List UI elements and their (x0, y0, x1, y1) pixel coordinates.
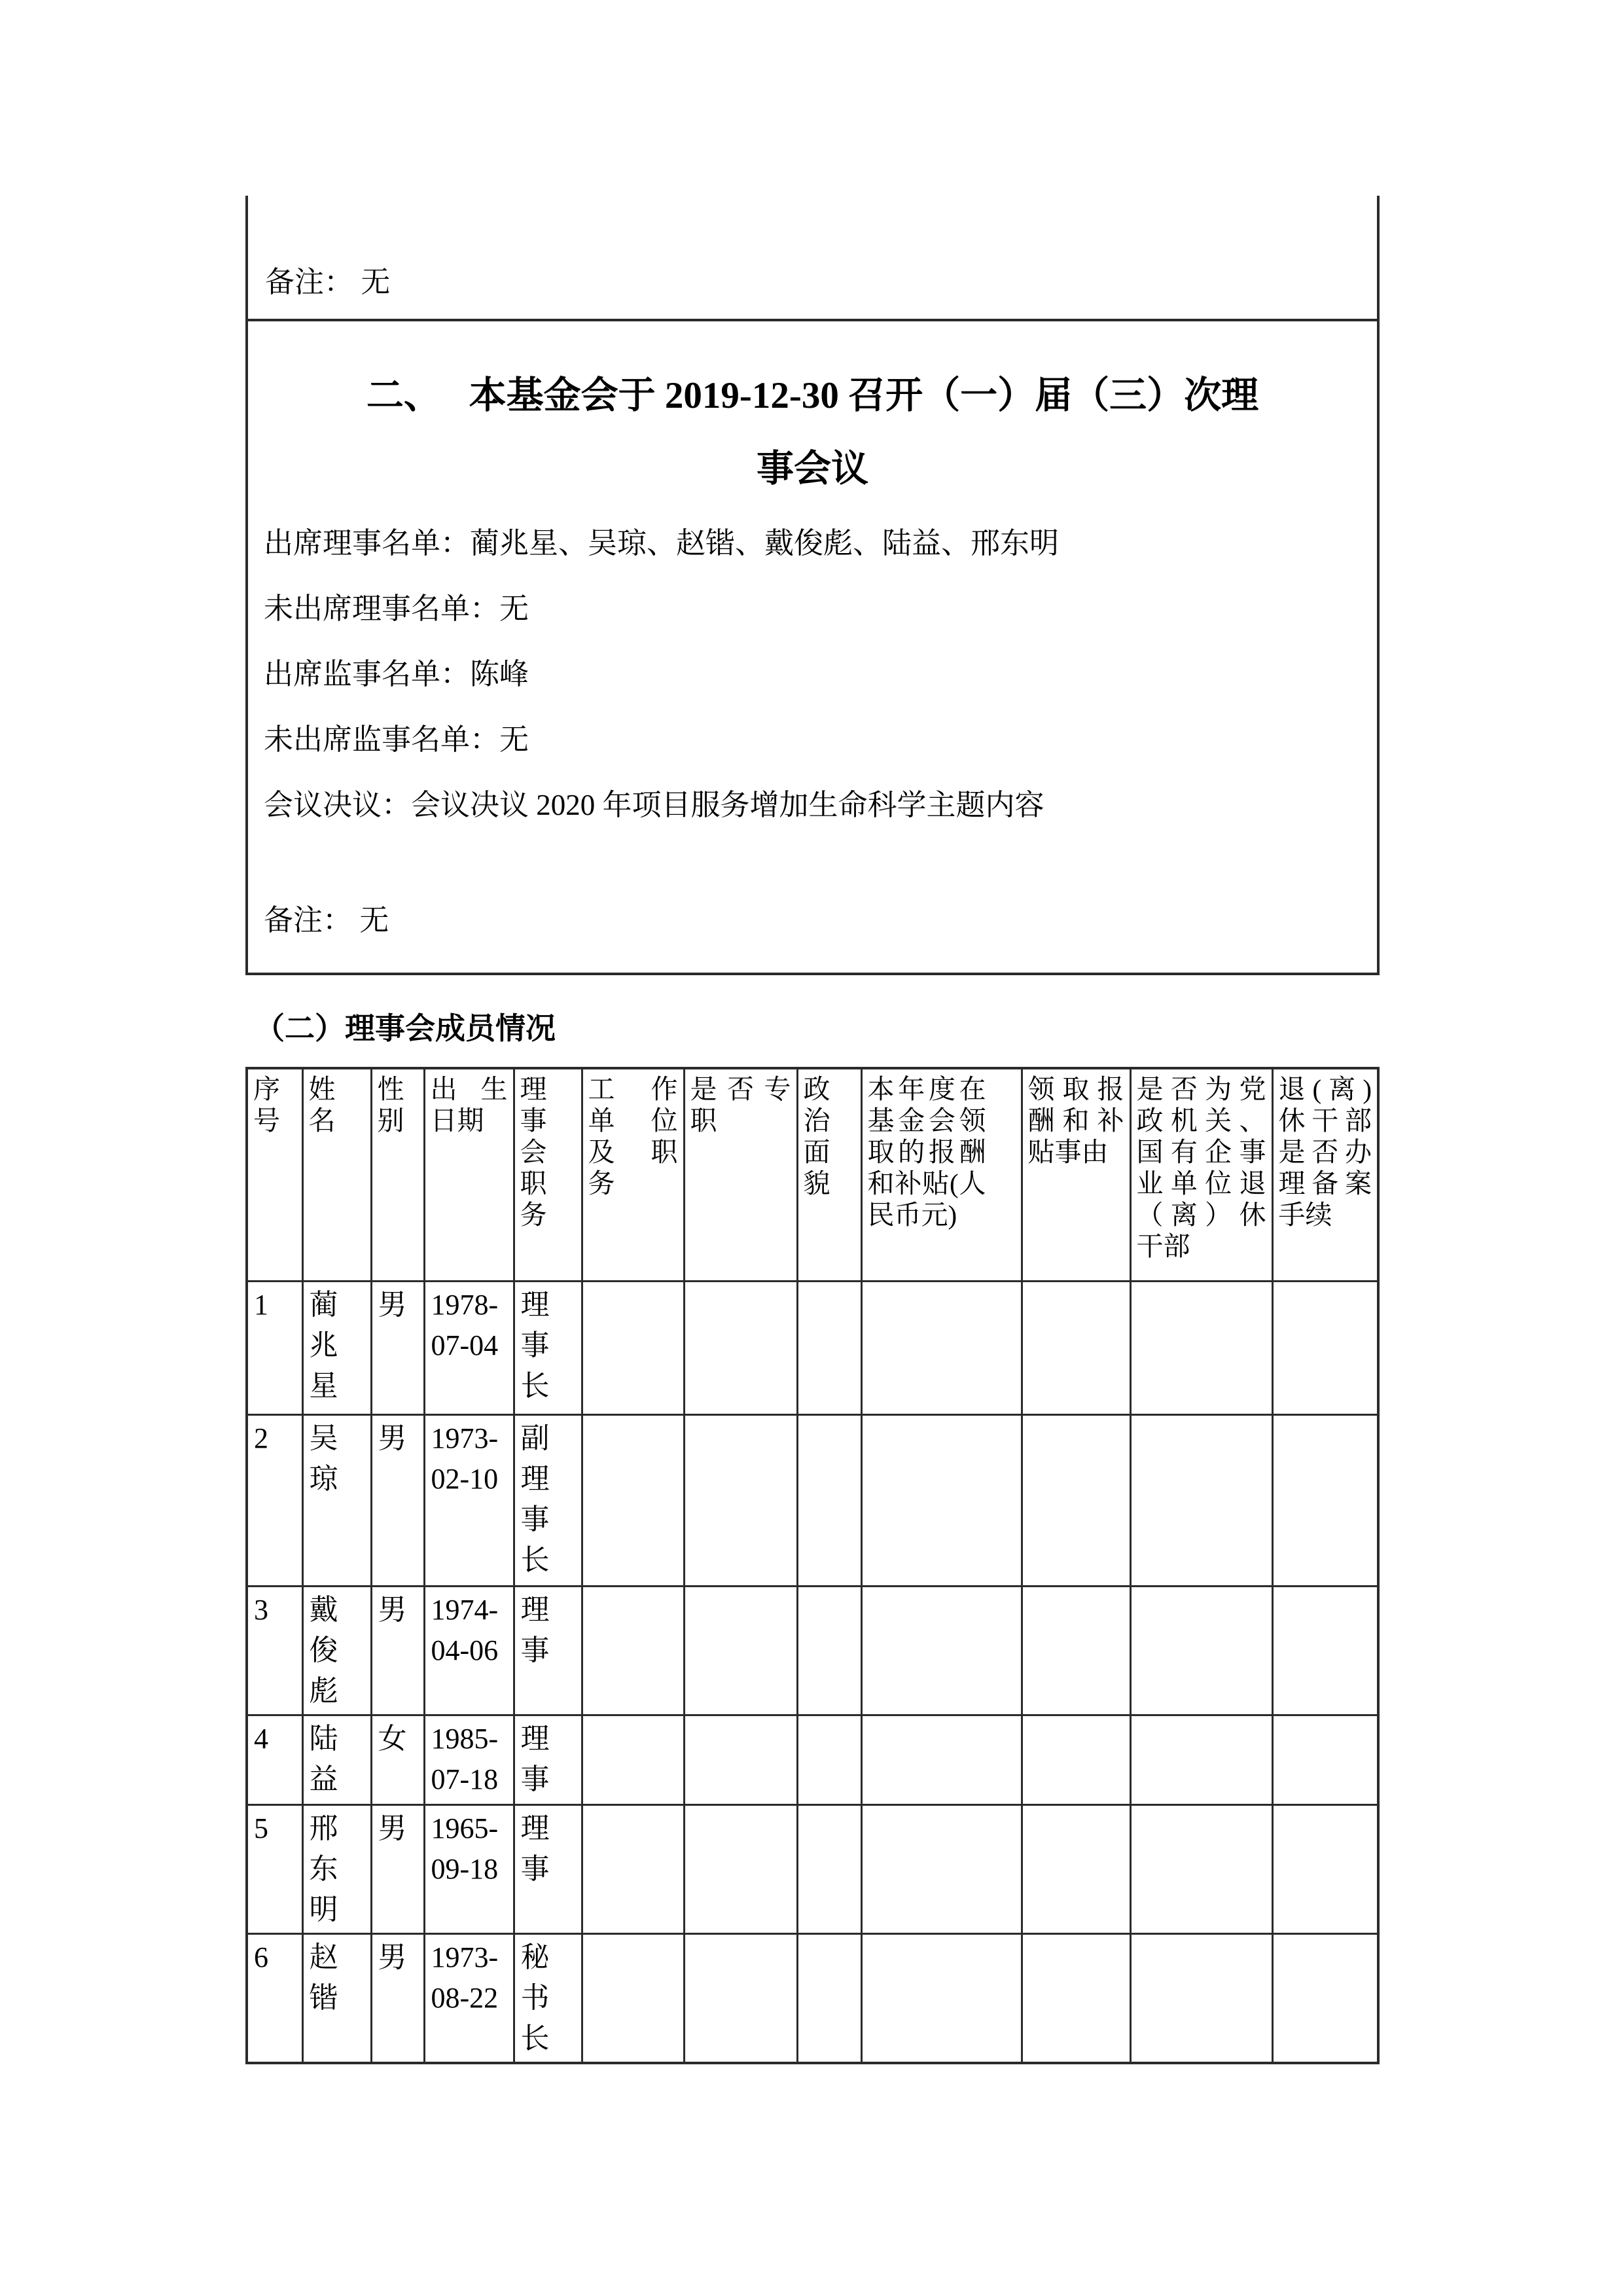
table-cell (797, 1586, 861, 1715)
table-cell: 陆益 (302, 1715, 371, 1804)
table-cell (684, 1414, 797, 1586)
table-cell: 赵锴 (302, 1933, 371, 2063)
table-cell: 女 (371, 1715, 424, 1804)
table-cell (1130, 1804, 1272, 1933)
previous-section-remark-box (245, 196, 1380, 319)
table-cell (582, 1281, 684, 1414)
table-cell: 3 (247, 1586, 302, 1715)
table-cell (1272, 1933, 1378, 2063)
table-cell: 4 (247, 1715, 302, 1804)
table-cell: 男 (371, 1586, 424, 1715)
table-cell: 1985-07-18 (424, 1715, 514, 1804)
table-cell (1272, 1586, 1378, 1715)
table-cell (582, 1414, 684, 1586)
column-header-retired-cadre: 是否为党政机关、国有企事业单位退（离）休干部 (1130, 1068, 1272, 1281)
board-members-table (245, 1067, 1380, 2064)
column-header-politics: 政治面貌 (797, 1068, 861, 1281)
table-row (247, 1586, 1378, 1715)
table-cell: 1973-02-10 (424, 1414, 514, 1586)
column-header-fulltime: 是否专职 (684, 1068, 797, 1281)
table-cell (797, 1281, 861, 1414)
table-cell (684, 1933, 797, 2063)
table-cell (582, 1804, 684, 1933)
meeting-heading-line1: 二、 本基金会于 2019-12-30 召开（一）届（三）次理 (366, 375, 1259, 416)
table-cell (797, 1933, 861, 2063)
column-header-filing: 退(离)休干部是否办理备案手续 (1272, 1068, 1378, 1281)
table-cell (797, 1804, 861, 1933)
table-cell (797, 1715, 861, 1804)
column-header-board-title: 理 事 会 职 务 (514, 1068, 582, 1281)
table-cell: 副理事长 (514, 1414, 582, 1586)
table-cell: 理事 (514, 1804, 582, 1933)
table-cell: 1978-07-04 (424, 1281, 514, 1414)
table-cell: 男 (371, 1281, 424, 1414)
table-cell (1130, 1933, 1272, 2063)
table-cell: 蔺兆星 (302, 1281, 371, 1414)
absent-directors-line: 未出席理事名单：无 (264, 592, 529, 625)
table-cell: 6 (247, 1933, 302, 2063)
table-cell: 理事 (514, 1586, 582, 1715)
table-cell (861, 1804, 1022, 1933)
table-cell (1272, 1414, 1378, 1586)
meeting-section-box (245, 319, 1380, 975)
column-header-index: 序 号 (247, 1068, 302, 1281)
table-cell: 2 (247, 1414, 302, 1586)
table-cell: 男 (371, 1414, 424, 1586)
table-cell (1022, 1933, 1130, 2063)
table-cell (797, 1414, 861, 1586)
table-cell: 5 (247, 1804, 302, 1933)
table-cell (1130, 1281, 1272, 1414)
table-cell (1022, 1281, 1130, 1414)
table-cell (1022, 1715, 1130, 1804)
table-cell (582, 1715, 684, 1804)
meeting-remark-text: 备注： 无 (264, 904, 389, 937)
table-cell (582, 1933, 684, 2063)
table-cell (684, 1281, 797, 1414)
table-cell: 理事长 (514, 1281, 582, 1414)
table-cell: 邢东明 (302, 1804, 371, 1933)
table-cell (684, 1586, 797, 1715)
table-cell (1022, 1586, 1130, 1715)
table-cell: 1973-08-22 (424, 1933, 514, 2063)
page-content (245, 196, 1380, 2064)
column-header-birthdate: 出生日期 (424, 1068, 514, 1281)
meeting-heading-line2: 事会议 (757, 448, 868, 490)
table-cell (582, 1586, 684, 1715)
table-row (247, 1715, 1378, 1804)
meeting-heading (264, 359, 1361, 506)
table-cell (684, 1804, 797, 1933)
table-row (247, 1933, 1378, 2063)
table-cell: 1965-09-18 (424, 1804, 514, 1933)
table-cell (1130, 1715, 1272, 1804)
column-header-comp-reason: 领取报酬和补贴事由 (1022, 1068, 1130, 1281)
header-row (247, 1068, 1378, 1281)
table-cell: 秘书长 (514, 1933, 582, 2063)
table-row (247, 1281, 1378, 1414)
absent-supervisors-line: 未出席监事名单：无 (264, 723, 529, 756)
table-cell (1130, 1586, 1272, 1715)
table-cell: 理事 (514, 1715, 582, 1804)
table-cell (1022, 1804, 1130, 1933)
board-members-section-title: （二）理事会成员情况 (255, 1012, 556, 1045)
table-cell (861, 1933, 1022, 2063)
table-cell (684, 1715, 797, 1804)
column-header-compensation: 本年度在基金会领取的报酬和补贴(人民币元) (861, 1068, 1022, 1281)
column-header-employer: 工 作 单 位 及 职 务 (582, 1068, 684, 1281)
table-cell (1022, 1414, 1130, 1586)
table-cell: 男 (371, 1933, 424, 2063)
table-row (247, 1414, 1378, 1586)
board-table-header (247, 1068, 1378, 1281)
table-cell: 戴俊彪 (302, 1586, 371, 1715)
table-cell: 1974-04-06 (424, 1586, 514, 1715)
table-cell: 1 (247, 1281, 302, 1414)
table-cell (1272, 1281, 1378, 1414)
table-cell (861, 1414, 1022, 1586)
board-table-body (247, 1281, 1378, 2063)
table-cell (861, 1586, 1022, 1715)
table-cell (1272, 1804, 1378, 1933)
table-cell (861, 1715, 1022, 1804)
table-cell (1272, 1715, 1378, 1804)
meeting-resolution-line: 会议决议：会议决议 2020 年项目服务增加生命科学主题内容 (264, 789, 1044, 821)
table-cell (861, 1281, 1022, 1414)
table-cell: 吴琼 (302, 1414, 371, 1586)
attending-supervisors-line: 出席监事名单：陈峰 (264, 658, 529, 691)
column-header-gender: 性 别 (371, 1068, 424, 1281)
column-header-name: 姓 名 (302, 1068, 371, 1281)
remark-text: 备注： 无 (265, 266, 391, 298)
table-row (247, 1804, 1378, 1933)
table-cell (1130, 1414, 1272, 1586)
attending-directors-line: 出席理事名单：蔺兆星、吴琼、赵锴、戴俊彪、陆益、邢东明 (264, 527, 1060, 560)
table-cell: 男 (371, 1804, 424, 1933)
